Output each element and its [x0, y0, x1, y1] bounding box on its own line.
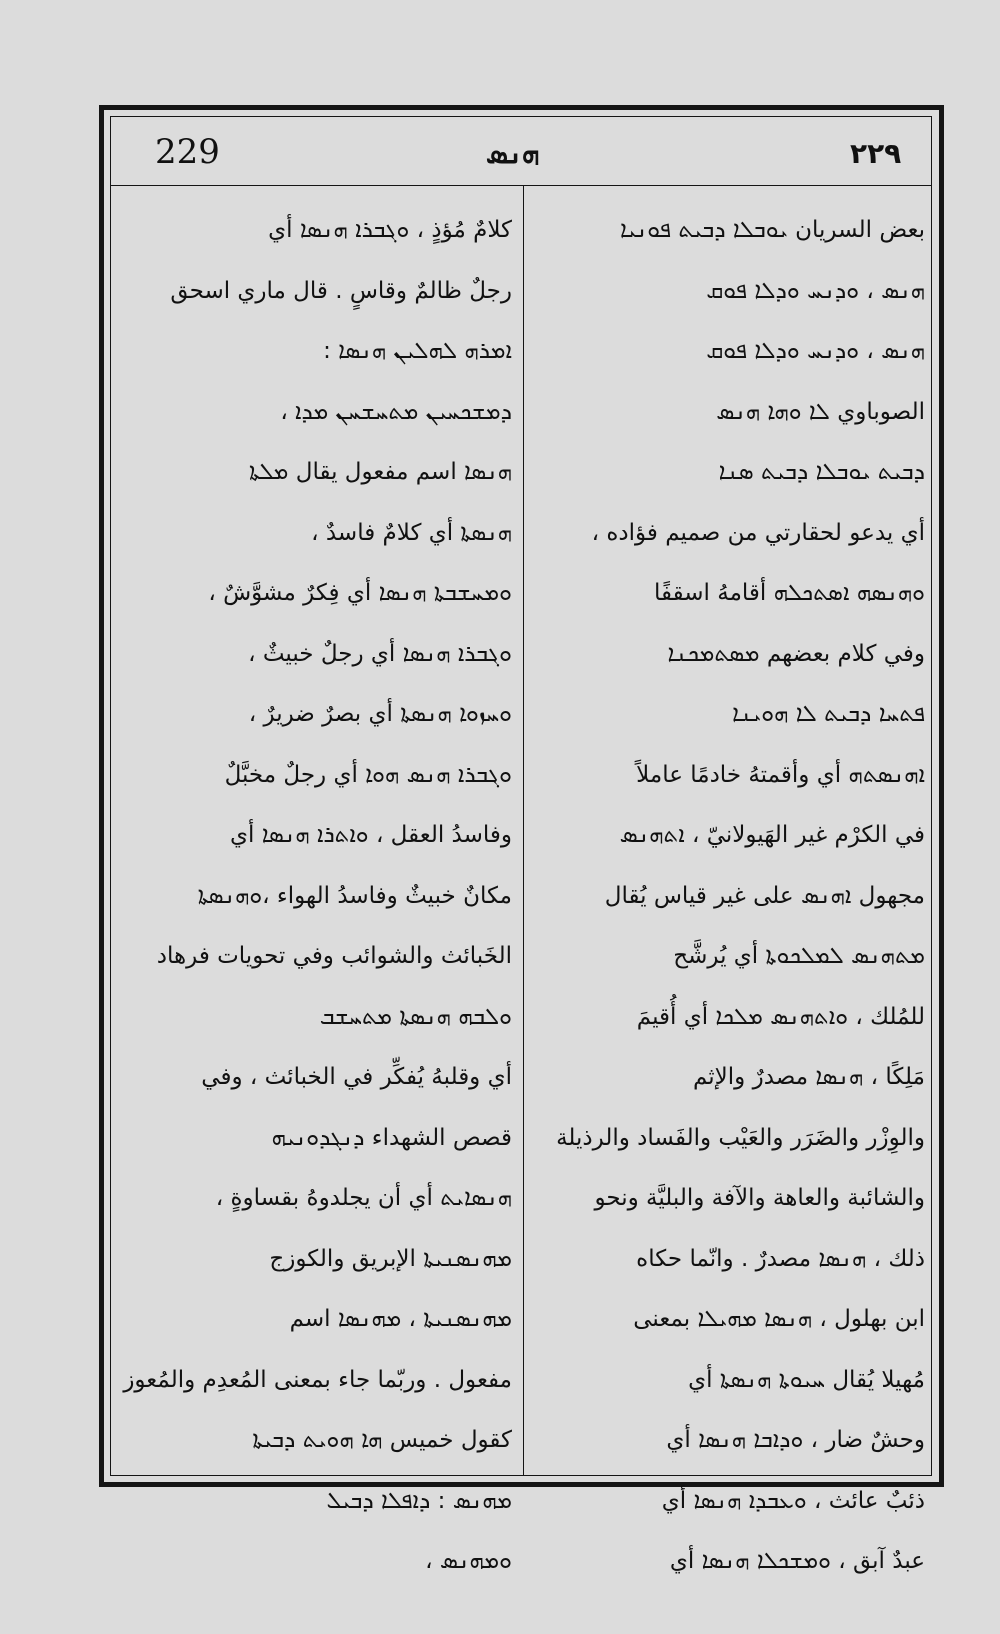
text-line-content: ܗܢܣܬܐ أي كلامٌ فاسدٌ ، — [311, 519, 512, 546]
text-line — [120, 1047, 512, 1108]
text-line — [533, 866, 925, 927]
text-line-content: ܗܢܣ ، ܘܕܢܚ ܘܕܠܐ ܦܘܩ — [706, 338, 925, 365]
text-line-content: ܡܗܢܣܢܝܬܐ الإبريق والكوزج — [269, 1245, 512, 1272]
text-line — [120, 1350, 512, 1411]
text-line-content: وفي كلام بعضهم ܡܣܬܡܟܢܐ — [667, 640, 925, 667]
text-line-content: ܘܠܒܗ ܗܢܣܬܐ ܡܬܚܫܒ — [319, 1003, 512, 1030]
text-line-content: وفاسدُ العقل ، ܘܐܬܪܐ ܗܢܣܐ أي — [230, 822, 512, 849]
text-line — [120, 805, 512, 866]
text-line-content: بعض السريان ܝܘܒܠܐ ܕܒܝܬ ܦܘܢܝܐ — [619, 217, 925, 244]
left-column — [120, 200, 512, 1592]
text-line — [533, 1047, 925, 1108]
text-line — [533, 1289, 925, 1350]
text-line — [120, 261, 512, 322]
text-line — [533, 805, 925, 866]
text-line — [533, 1108, 925, 1169]
text-line — [533, 261, 925, 322]
text-line — [120, 1108, 512, 1169]
running-head: ܗܢܣ — [486, 137, 540, 170]
text-line-content: ܕܡܫܟܚܝܢ ܡܬܚܫܚܢ ܡܕܐ ، — [280, 398, 512, 425]
text-line-content: كلامٌ مُؤذٍ ، ܘܓܒܪܐ ܗܢܣܐ أي — [268, 217, 512, 244]
text-line-content: مجهول ܐܗܢܣ على غير قياس يُقال — [604, 882, 925, 909]
text-line — [120, 866, 512, 927]
text-line-content: ܘܓܒܪܐ ܗܢܣܐ أي رجلٌ خبيثٌ ، — [248, 640, 512, 667]
text-line — [120, 200, 512, 261]
text-line-content: قصص الشهداء ܕܢܓܕܘܢܝܗ — [271, 1124, 512, 1151]
text-line-content: ܗܢܣܐ اسم مفعول يقال ܡܠܬܐ — [248, 459, 512, 486]
text-line-content: ܦܬܚܐ ܕܒܝܬ ܠܐ ܗܘܝܢܐ — [732, 701, 925, 728]
text-line-content: والوِزْر والضَرَر والعَيْب والفَساد والرذيلة — [556, 1124, 925, 1151]
text-line-content: ܐܡܪܗ ܠܗܠܝܢ ܗܢܣܐ : — [323, 338, 512, 365]
text-line — [533, 563, 925, 624]
text-line — [533, 321, 925, 382]
text-line-content: مُهيلا يُقال ܚܝܘܬܐ ܗܢܣܬܐ أي — [688, 1366, 925, 1393]
text-line-content: ܘܓܒܪܐ ܗܢܣ ܗܘܐ أي رجلٌ مخبَّلٌ — [224, 761, 512, 788]
text-line — [533, 624, 925, 685]
text-line-content: ܕܒܝܬ ܝܘܒܠܐ ܕܒܝܬ ܣܢܐ — [718, 459, 925, 486]
text-line-content: ܘܚܙܘܐ ܗܢܣܬܐ أي بصرٌ ضريرٌ ، — [248, 701, 512, 728]
text-line-content: مفعول . وربّما جاء بمعنى المُعدِم والمُعوز — [123, 1366, 512, 1393]
text-line — [120, 745, 512, 806]
text-line-content: مكانٌ خبيثٌ وفاسدُ الهواء ،ܘܗܢܣܬܐ — [197, 882, 512, 909]
text-line — [533, 200, 925, 261]
text-line — [120, 1289, 512, 1350]
text-line-content: للمُلك ، ܘܐܬܗܢܣ ܡܠܟܐ أي أُقيمَ — [636, 1003, 925, 1030]
text-line-content: ذلك ، ܗܢܣܐ مصدرٌ . وانّما حكاه — [636, 1245, 925, 1272]
text-line — [533, 442, 925, 503]
text-line — [120, 1410, 512, 1471]
text-line-content: رجلٌ ظالمٌ وقاسٍ . قال ماري اسحق — [170, 277, 512, 304]
text-line — [120, 1531, 512, 1592]
text-line — [533, 382, 925, 443]
text-line — [533, 1410, 925, 1471]
page-number-arabic: ٢٢٩ — [850, 137, 902, 170]
right-column — [533, 200, 925, 1592]
text-line — [533, 684, 925, 745]
text-line — [120, 926, 512, 987]
text-line-content: ܘܡܗܢܣ ، — [425, 1548, 512, 1575]
text-line-content: في الكرْم غير الهَيولانيّ ، ܐܬܗܢܣ — [619, 822, 925, 849]
text-line-content: ܘܡܚܫܒܬܐ ܗܢܣܐ أي فِكرٌ مشوَّشٌ ، — [208, 580, 512, 607]
text-line — [533, 1471, 925, 1532]
text-line-content: ܗܢܣܐܝܬ أي أن يجلدوهُ بقساوةٍ ، — [215, 1185, 512, 1212]
text-line-content: مَلِكًا ، ܗܢܣܐ مصدرٌ والإثم — [692, 1064, 925, 1091]
text-line — [120, 987, 512, 1048]
text-line — [120, 1168, 512, 1229]
text-line — [533, 926, 925, 987]
text-line-content: ܘܗܢܣܗ ܐܣܬܟܠܗ أقامهُ اسقفًا — [653, 580, 925, 607]
header-rule — [110, 185, 932, 186]
text-line-content: أي وقلبهُ يُفكِّر في الخبائث ، وفي — [201, 1064, 512, 1091]
text-line-content: ܡܬܗܢܣ ܠܡܠܟܘܬܐ أي يُرشَّح — [673, 943, 925, 970]
text-line-content: وحشٌ ضار ، ܘܕܐܒܐ ܗܢܣܐ أي — [666, 1427, 925, 1454]
text-line — [120, 321, 512, 382]
column-divider — [523, 186, 524, 1476]
text-line-content: ܡܗܢܣܢܝܬܐ ، ܡܗܢܣܐ اسم — [289, 1306, 512, 1333]
text-line-content: والشائبة والعاهة والآفة والبليَّة ونحو — [594, 1185, 925, 1212]
text-line — [120, 563, 512, 624]
text-line-content: ذئبٌ عائث ، ܘܥܒܕܐ ܗܢܣܐ أي — [661, 1487, 925, 1514]
text-line — [533, 987, 925, 1048]
text-line-content: ܡܗܢܣ : ܕܐܦܠܐ ܕܒܝܠ — [326, 1487, 512, 1514]
text-line — [120, 624, 512, 685]
text-line — [533, 745, 925, 806]
text-line — [533, 1531, 925, 1592]
text-line — [120, 684, 512, 745]
text-line — [533, 503, 925, 564]
text-line — [120, 442, 512, 503]
text-line-content: الصوباوي ܠܐ ܘܗܐ ܗܢܣ — [716, 398, 925, 425]
text-line — [533, 1168, 925, 1229]
page-number-latin: 229 — [155, 132, 220, 172]
text-line-content: ابن بهلول ، ܗܢܣܐ ܡܗܝܠܐ بمعنى — [633, 1306, 925, 1333]
text-line — [120, 1471, 512, 1532]
text-line-content: ܐܗܢܣܬܗ أي وأقمتهُ خادمًا عاملاً — [636, 761, 925, 788]
text-line-content: الخَبائث والشوائب وفي تحويات فرهاد — [156, 943, 512, 970]
text-line — [533, 1350, 925, 1411]
text-line-content: ܗܢܣ ، ܘܕܢܚ ܘܕܠܐ ܦܘܩ — [706, 277, 925, 304]
text-line-content: كقول خميس ܗܐ ܗܘܝܬ ܕܒܝܬܐ — [252, 1427, 512, 1454]
text-line-content: أي يدعو لحقارتي من صميم فؤاده ، — [591, 519, 925, 546]
text-line-content: عبدٌ آبق ، ܘܡܫܟܠܐ ܗܢܣܐ أي — [669, 1548, 925, 1575]
text-line — [533, 1229, 925, 1290]
text-line — [120, 503, 512, 564]
text-line — [120, 1229, 512, 1290]
text-line — [120, 382, 512, 443]
